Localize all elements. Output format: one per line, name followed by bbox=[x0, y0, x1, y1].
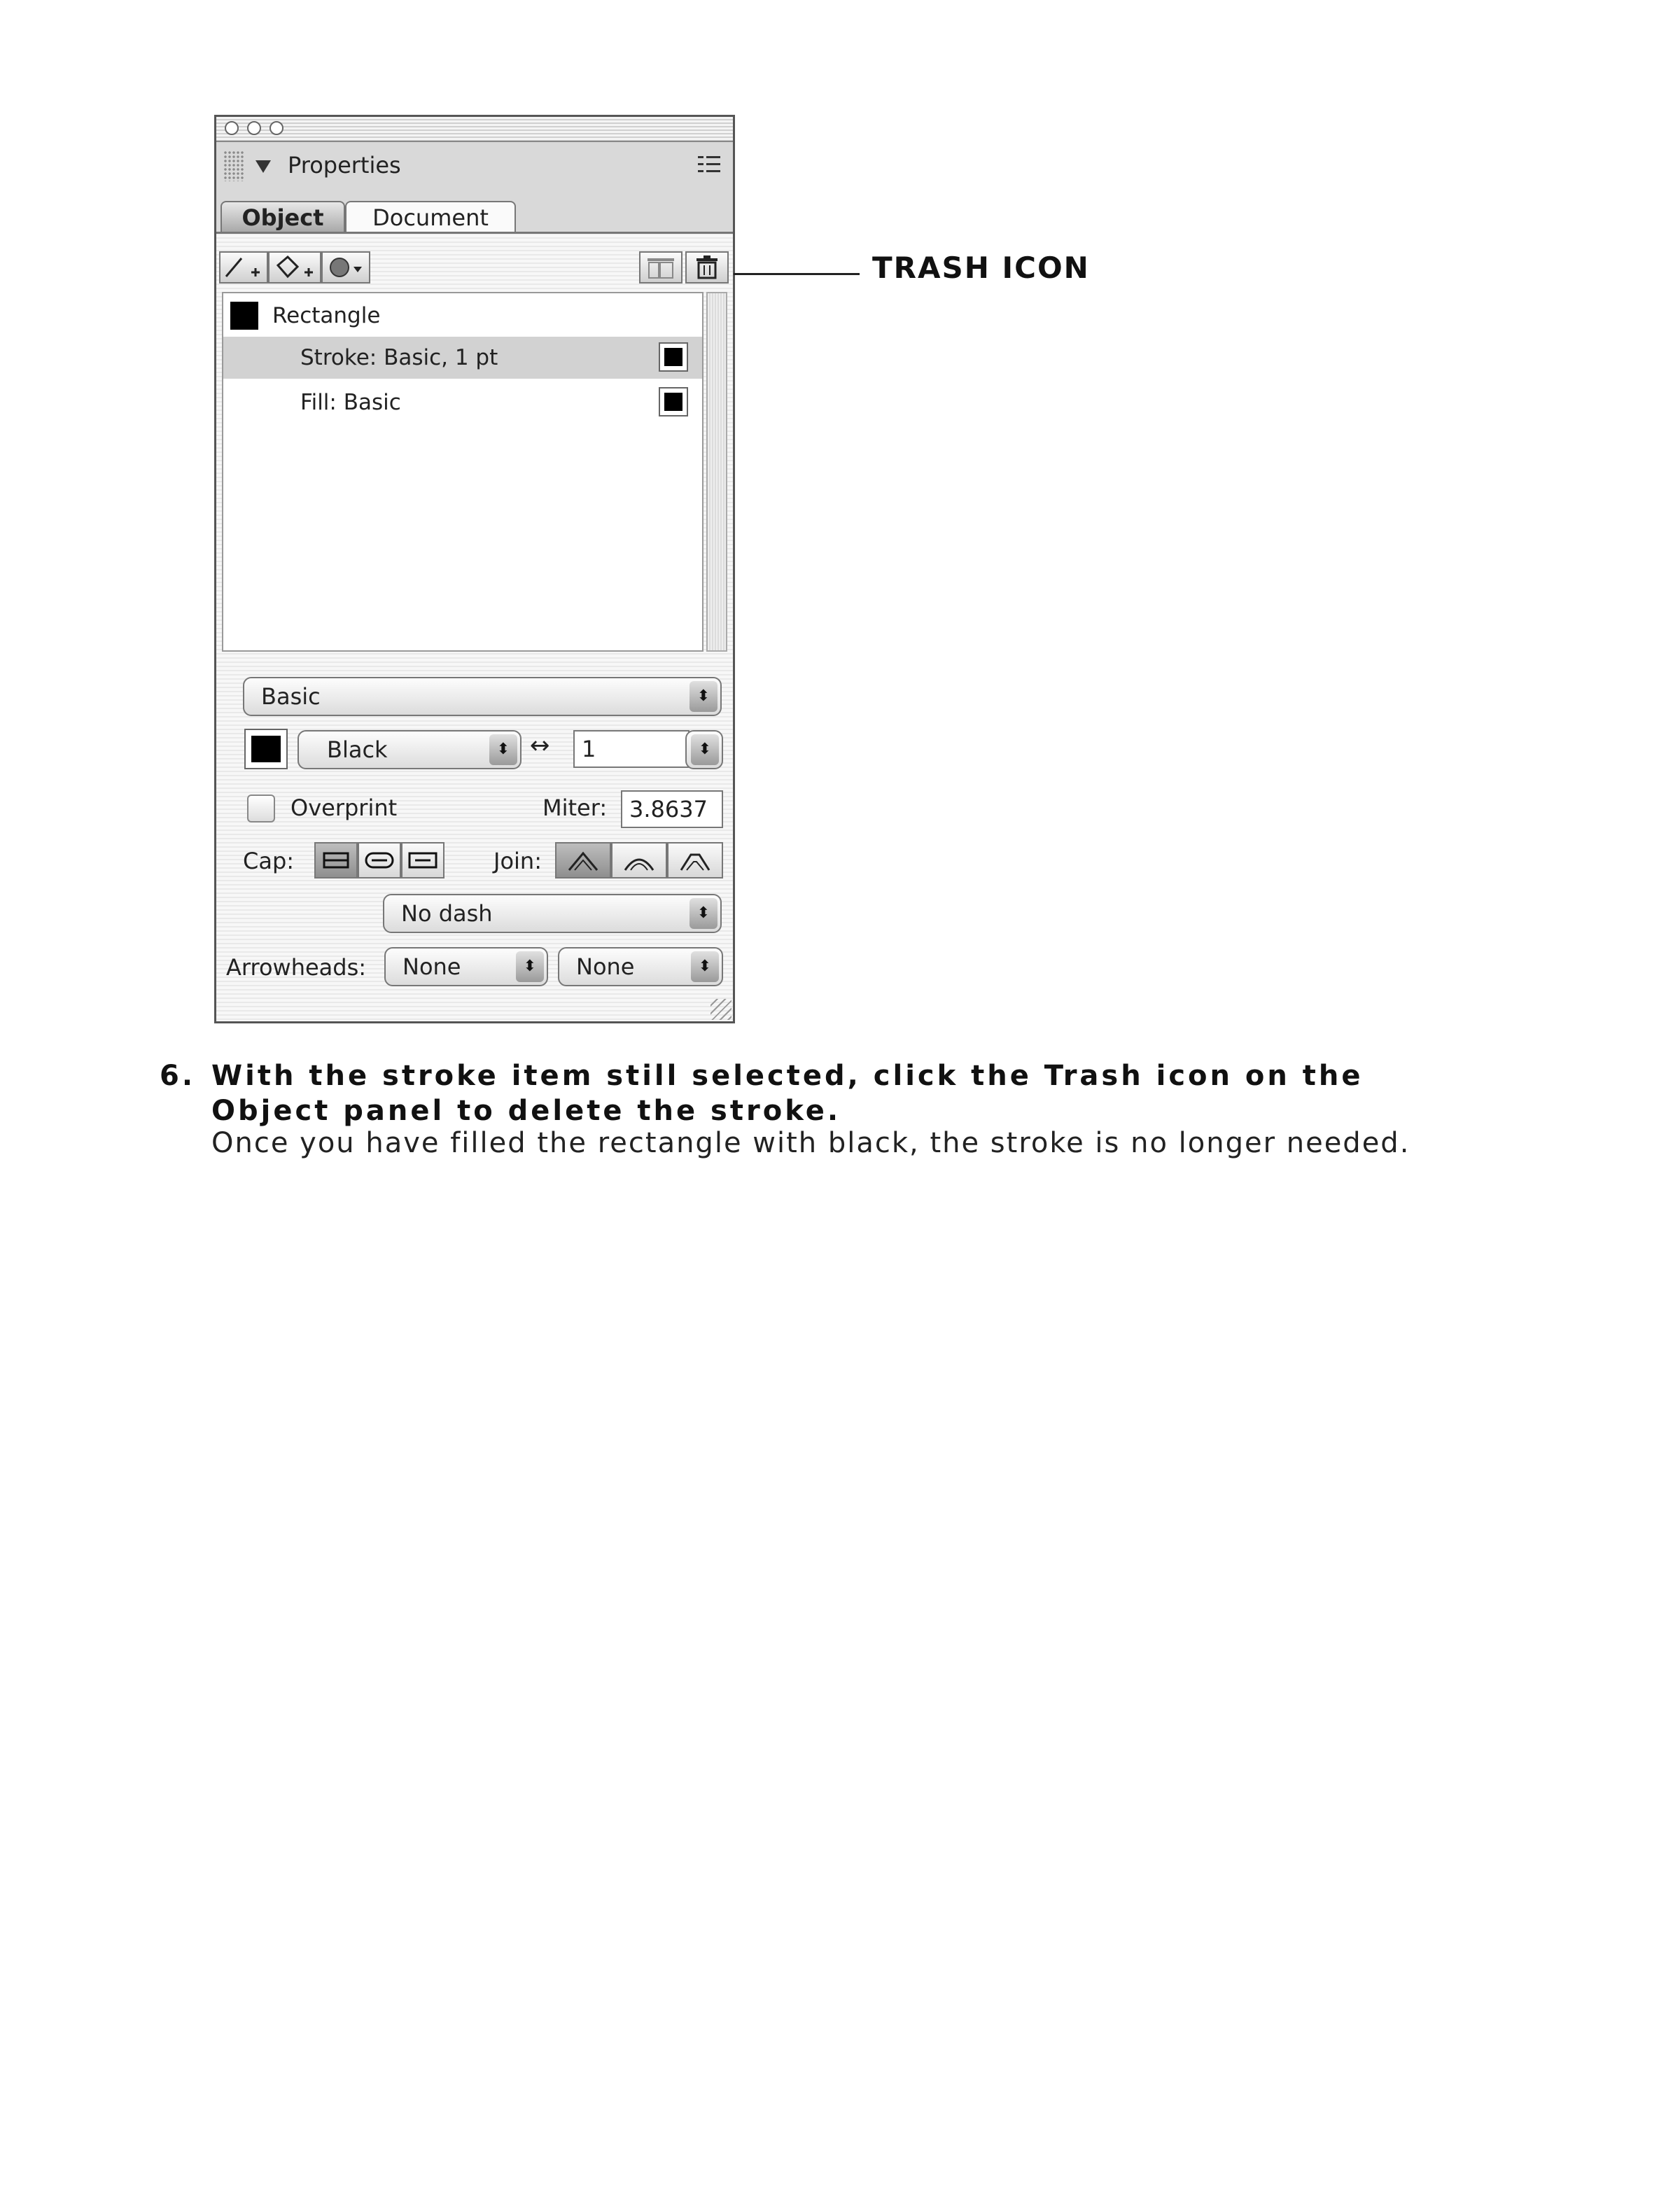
add-stroke-button[interactable] bbox=[219, 251, 268, 284]
fill-item-label: Fill: Basic bbox=[300, 390, 401, 415]
list-item-fill[interactable] bbox=[223, 382, 702, 424]
trash-icon bbox=[687, 253, 727, 282]
arrowhead-end-value: None bbox=[576, 953, 635, 980]
duplicate-item-button[interactable] bbox=[639, 251, 682, 284]
trash-button[interactable] bbox=[685, 251, 729, 284]
minimize-window-button[interactable] bbox=[247, 121, 261, 135]
list-item-stroke[interactable] bbox=[223, 337, 702, 379]
stroke-color-well[interactable] bbox=[244, 729, 288, 769]
round-join-icon bbox=[612, 844, 666, 877]
panel-title: Properties bbox=[288, 152, 401, 178]
stroke-color-swatch[interactable] bbox=[659, 342, 688, 372]
step-text: With the stroke item still selected, click the Trash icon on the Object panel to delete the stroke. bbox=[211, 1060, 1364, 1127]
join-miter-button[interactable] bbox=[555, 842, 611, 878]
updown-arrows-icon: ⬍ bbox=[690, 681, 718, 712]
resize-handle-icon[interactable] bbox=[710, 999, 732, 1020]
object-toolbar bbox=[216, 251, 733, 285]
width-arrow-icon: ↔ bbox=[530, 732, 550, 760]
arrowhead-end-select[interactable] bbox=[558, 947, 723, 986]
updown-arrows-icon: ⬍ bbox=[690, 898, 718, 929]
round-cap-icon bbox=[359, 844, 400, 877]
step-explanation: Once you have filled the rectangle with black, the stroke is no longer needed. bbox=[211, 1127, 1410, 1159]
color-name-value: Black bbox=[327, 736, 388, 763]
add-fill-button[interactable] bbox=[268, 251, 321, 284]
collapse-triangle-icon[interactable] bbox=[255, 160, 271, 173]
window-titlebar[interactable] bbox=[216, 117, 733, 142]
tab-object[interactable]: Object bbox=[220, 201, 345, 232]
cap-butt-button[interactable] bbox=[314, 842, 358, 878]
updown-arrows-icon: ⬍ bbox=[516, 951, 544, 982]
cap-square-button[interactable] bbox=[401, 842, 444, 878]
overprint-label: Overprint bbox=[290, 794, 398, 821]
paint-bucket-plus-icon bbox=[270, 253, 320, 282]
zoom-window-button[interactable] bbox=[270, 121, 284, 135]
dash-select[interactable] bbox=[383, 894, 722, 933]
butt-cap-icon bbox=[316, 844, 356, 877]
list-scrollbar[interactable] bbox=[706, 292, 727, 652]
step-number: 6. bbox=[160, 1060, 196, 1092]
join-label: Join: bbox=[493, 848, 542, 874]
drag-grip-icon[interactable] bbox=[223, 150, 244, 181]
panel-header bbox=[216, 142, 733, 234]
updown-arrows-icon: ⬍ bbox=[691, 734, 719, 765]
fill-color-swatch[interactable] bbox=[659, 387, 688, 416]
overprint-checkbox[interactable] bbox=[247, 794, 275, 822]
panel-options-menu-icon[interactable] bbox=[698, 155, 723, 178]
cap-label: Cap: bbox=[243, 848, 295, 874]
add-effect-button[interactable] bbox=[321, 251, 370, 284]
pencil-plus-icon bbox=[220, 253, 267, 282]
miter-field[interactable]: 3.8637 bbox=[621, 790, 723, 828]
attribute-list bbox=[222, 292, 704, 652]
updown-arrows-icon: ⬍ bbox=[489, 734, 517, 765]
bevel-join-icon bbox=[668, 844, 722, 877]
duplicate-trash-icon bbox=[640, 253, 681, 282]
callout-leader-line bbox=[734, 273, 860, 275]
updown-arrows-icon: ⬍ bbox=[691, 951, 719, 982]
miter-join-icon bbox=[556, 844, 610, 877]
arrowheads-label: Arrowheads: bbox=[226, 954, 367, 981]
dash-value: No dash bbox=[401, 900, 493, 927]
properties-panel bbox=[214, 115, 735, 1023]
trash-icon-callout: TRASH ICON bbox=[872, 251, 1090, 285]
cap-round-button[interactable] bbox=[358, 842, 401, 878]
object-name: Rectangle bbox=[272, 303, 381, 328]
stroke-width-field[interactable]: 1 bbox=[573, 730, 690, 768]
stroke-type-value: Basic bbox=[261, 683, 321, 710]
tab-document[interactable]: Document bbox=[345, 201, 516, 232]
square-cap-icon bbox=[402, 844, 443, 877]
object-color-swatch bbox=[230, 302, 258, 330]
color-name-select[interactable] bbox=[298, 730, 522, 769]
stroke-width-stepper[interactable] bbox=[685, 730, 723, 769]
miter-label: Miter: bbox=[542, 794, 608, 821]
stroke-type-select[interactable] bbox=[243, 677, 722, 716]
effect-dropdown-icon bbox=[323, 253, 369, 282]
join-bevel-button[interactable] bbox=[667, 842, 723, 878]
arrowhead-start-select[interactable] bbox=[384, 947, 548, 986]
join-round-button[interactable] bbox=[611, 842, 667, 878]
list-item-object[interactable] bbox=[223, 295, 702, 337]
stroke-item-label: Stroke: Basic, 1 pt bbox=[300, 345, 498, 370]
close-window-button[interactable] bbox=[225, 121, 239, 135]
arrowhead-start-value: None bbox=[402, 953, 461, 980]
